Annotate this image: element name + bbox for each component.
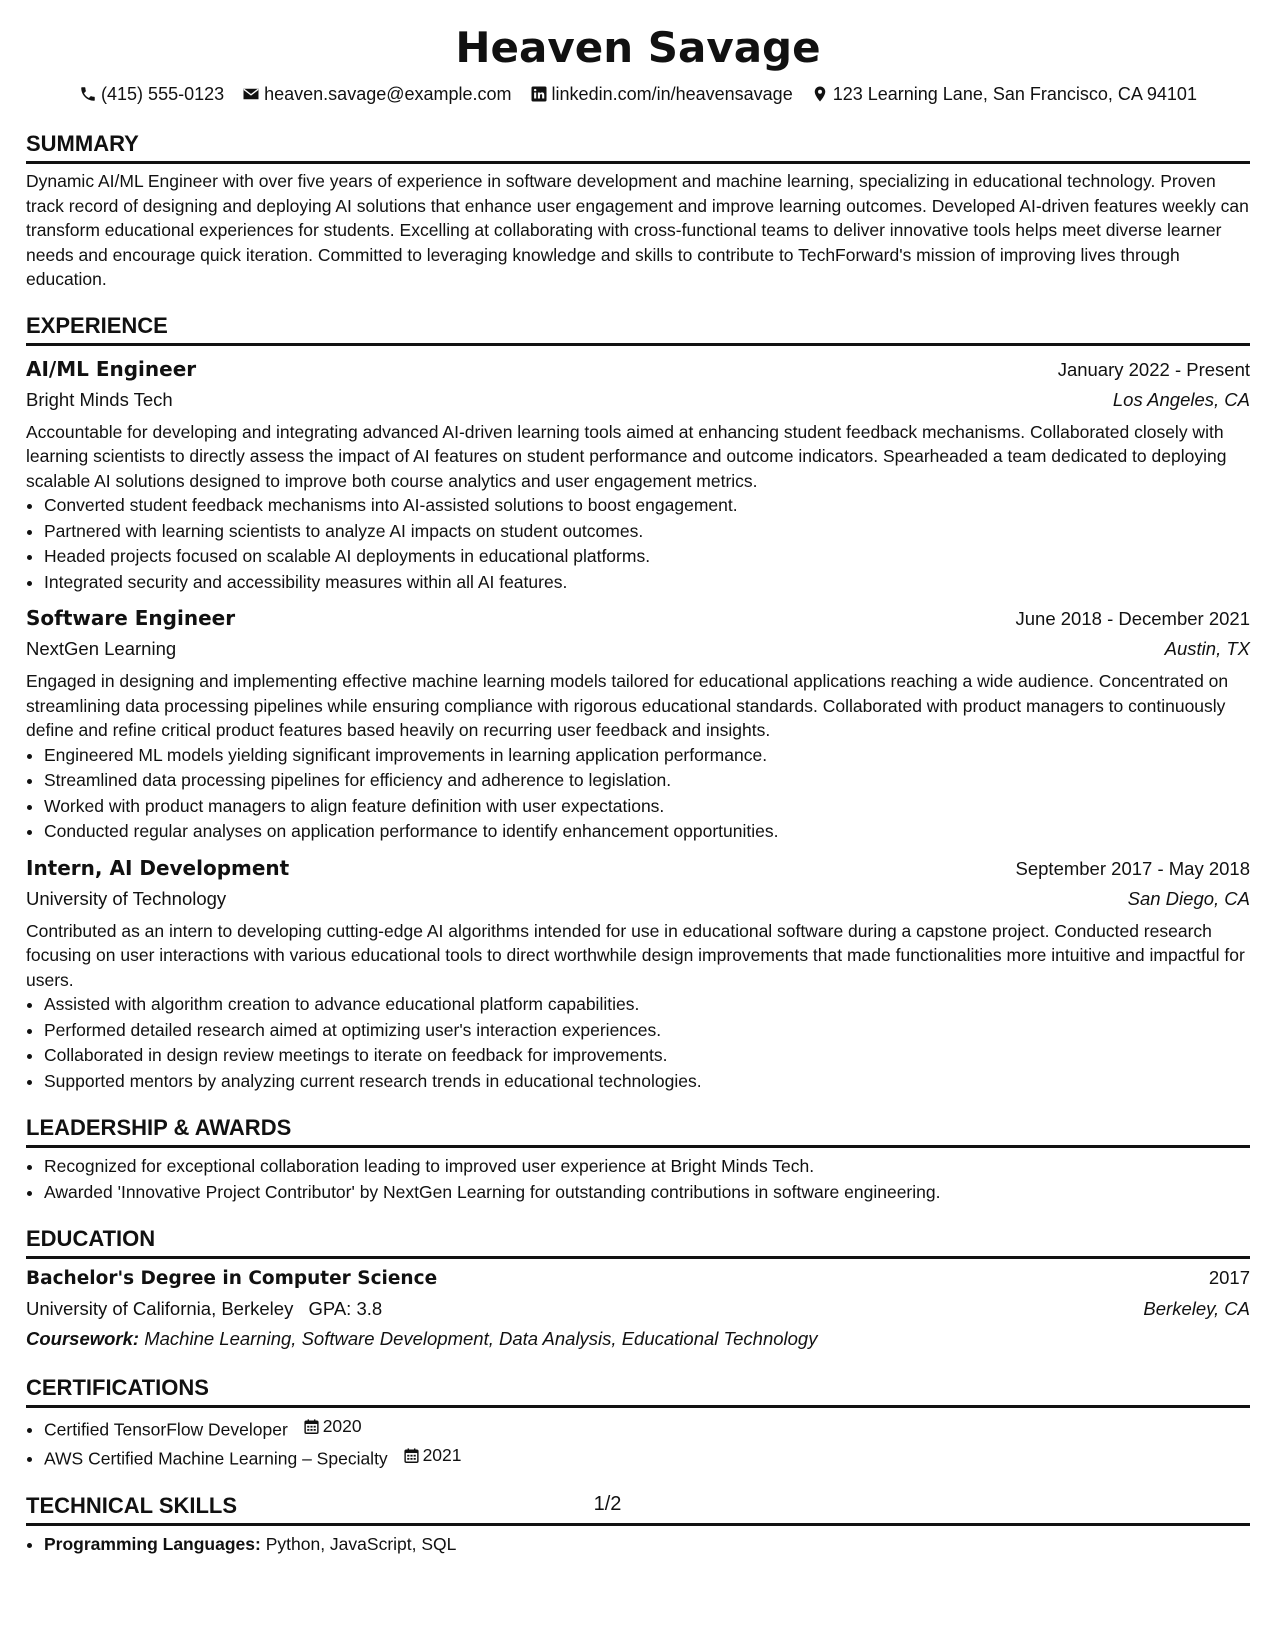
job-title: Intern, AI Development	[26, 855, 290, 880]
contact-phone	[79, 82, 224, 106]
section-title: CERTIFICATIONS	[26, 1374, 1250, 1408]
list-item: • Collaborated in design review meetings to iterate on feedback for improvements.	[44, 1043, 1250, 1069]
skill-label: Programming Languages:	[44, 1533, 261, 1554]
job-dates: June 2018 - December 2021	[1015, 608, 1250, 629]
awards-list	[26, 1154, 1250, 1205]
list-item	[44, 1443, 1250, 1472]
coursework-label: Coursework:	[26, 1328, 140, 1349]
job-company: University of Technology	[26, 887, 227, 909]
job-location: Los Angeles, CA	[1112, 388, 1250, 410]
certification-name: Certified TensorFlow Developer	[44, 1419, 288, 1440]
certification-year: 2021	[422, 1444, 462, 1465]
list-item: • Partnered with learning scientists to analyze AI impacts on student outcomes.	[44, 519, 1250, 545]
school-name: University of California, Berkeley	[26, 1298, 294, 1319]
coursework-list: Machine Learning, Software Development, Data Analysis, Educational Technology	[144, 1328, 818, 1349]
certifications-section	[26, 1374, 1250, 1472]
experience-section	[26, 312, 1250, 1095]
job-entry	[26, 853, 1250, 1095]
job-entry	[26, 603, 1250, 845]
list-item: • Awarded 'Innovative Project Contributor' by NextGen Learning for outstanding contributions in software engineering.	[44, 1180, 1250, 1206]
contact-address	[811, 82, 1197, 106]
contact-email[interactable]	[242, 82, 511, 106]
list-item: • Recognized for exceptional collaboration leading to improved user experience at Bright Minds Tech.	[44, 1154, 1250, 1180]
email-text: heaven.savage@example.com	[264, 84, 512, 104]
page-number: 1/2	[593, 1493, 622, 1515]
job-dates: September 2017 - May 2018	[1015, 857, 1250, 879]
section-title: EXPERIENCE	[26, 312, 1250, 346]
certification-name: AWS Certified Machine Learning – Specialty	[44, 1448, 388, 1468]
job-location: San Diego, CA	[1127, 887, 1250, 909]
linkedin-icon	[530, 85, 548, 103]
list-item: • Conducted regular analyses on application performance to identify enhancement opportunities.	[44, 819, 1250, 845]
calendar-icon	[303, 1418, 320, 1435]
certification-year: 2020	[322, 1416, 362, 1436]
education-section	[26, 1225, 1250, 1354]
degree-title: Bachelor's Degree in Computer Science	[26, 1268, 438, 1289]
job-company: Bright Minds Tech	[26, 388, 173, 410]
summary-section	[26, 130, 1250, 292]
school-location: Berkeley, CA	[1143, 1298, 1250, 1319]
job-entry	[26, 354, 1250, 596]
job-description: Engaged in designing and implementing effective machine learning models tailored for educational applications reaching a wide audience. Concentrated on streamlining data processing pipelines while ensuring compliance with rigorous educational standards. Collaborated with product managers to continuously define and refine critical product features based heavily on recurring user feedback and insights.	[26, 671, 1229, 740]
gpa: GPA: 3.8	[308, 1298, 383, 1319]
candidate-name: Heaven Savage	[455, 23, 821, 72]
coursework	[26, 1324, 1250, 1354]
list-item: • Engineered ML models yielding significant improvements in learning application performance.	[44, 743, 1250, 769]
list-item	[44, 1532, 1250, 1558]
phone-icon	[79, 85, 97, 103]
list-item: • Integrated security and accessibility measures within all AI features.	[44, 570, 1250, 596]
envelope-icon	[242, 85, 260, 103]
resume-page	[26, 22, 1250, 1557]
job-dates: January 2022 - Present	[1057, 358, 1250, 380]
contact-bar	[26, 82, 1250, 106]
skills-list	[26, 1532, 1250, 1558]
contact-linkedin[interactable]	[530, 82, 793, 106]
graduation-year: 2017	[1208, 1267, 1250, 1288]
summary-text: Dynamic AI/ML Engineer with over five years of experience in software development and machine learning, specializing in educational technology. Proven track record of designing and deploying AI solutions that enhance user engagement and improve learning outcomes. Developed AI-driven features weekly can transform educational experiences for students. Excelling at collaborating with cross-functional teams to deliver innovative tools helps meet diverse learner needs and encourage quick iteration. Committed to leveraging knowledge and skills to contribute to TechForward's mission of improving lives through education.	[26, 171, 1249, 289]
list-item: • Headed projects focused on scalable AI deployments in educational platforms.	[44, 544, 1250, 570]
section-title: TECHNICAL SKILLS	[26, 1492, 1250, 1526]
list-item: • Supported mentors by analyzing current research trends in educational technologies.	[44, 1069, 1250, 1095]
job-title: Software Engineer	[26, 606, 236, 630]
list-item: • Streamlined data processing pipelines for efficiency and adherence to legislation.	[44, 768, 1250, 794]
job-company: NextGen Learning	[26, 638, 177, 659]
linkedin-text: linkedin.com/in/heavensavage	[551, 84, 793, 104]
section-title: SUMMARY	[26, 130, 1250, 164]
list-item: • Performed detailed research aimed at optimizing user's interaction experiences.	[44, 1018, 1250, 1044]
job-description: Accountable for developing and integrating advanced AI-driven learning tools aimed at enhancing student feedback mechanisms. Collaborated closely with learning scientists to directly assess the impact of AI features on student performance and outcome indicators. Spearheaded a team dedicated to deploying scalable AI solutions designed to improve both course analytics and user engagement metrics.	[26, 421, 1227, 491]
job-description: Contributed as an intern to developing cutting-edge AI algorithms intended for use in educational software during a capstone project. Conducted research focusing on user interactions with various educational tools to direct worthwhile design improvements that made functionalities more intuitive and impactful for users.	[26, 920, 1245, 990]
list-item: • Assisted with algorithm creation to advance educational platform capabilities.	[44, 992, 1250, 1018]
list-item: • Converted student feedback mechanisms into AI-assisted solutions to boost engagement.	[44, 493, 1250, 519]
section-title: LEADERSHIP & AWARDS	[26, 1114, 1250, 1148]
certifications-list	[26, 1414, 1250, 1472]
section-title: EDUCATION	[26, 1225, 1250, 1259]
list-item	[44, 1414, 1250, 1443]
address-text: 123 Learning Lane, San Francisco, CA 94101	[832, 84, 1197, 104]
leadership-section	[26, 1114, 1250, 1205]
map-pin-icon	[811, 85, 829, 103]
calendar-icon	[403, 1447, 420, 1464]
job-bullets	[26, 992, 1250, 1094]
job-title: AI/ML Engineer	[26, 356, 197, 381]
list-item: • Worked with product managers to align feature definition with user expectations.	[44, 794, 1250, 820]
job-bullets	[26, 493, 1250, 595]
skill-value: Python, JavaScript, SQL	[265, 1533, 457, 1554]
job-location: Austin, TX	[1164, 638, 1250, 659]
phone-text: (415) 555-0123	[101, 84, 225, 104]
job-bullets	[26, 743, 1250, 845]
